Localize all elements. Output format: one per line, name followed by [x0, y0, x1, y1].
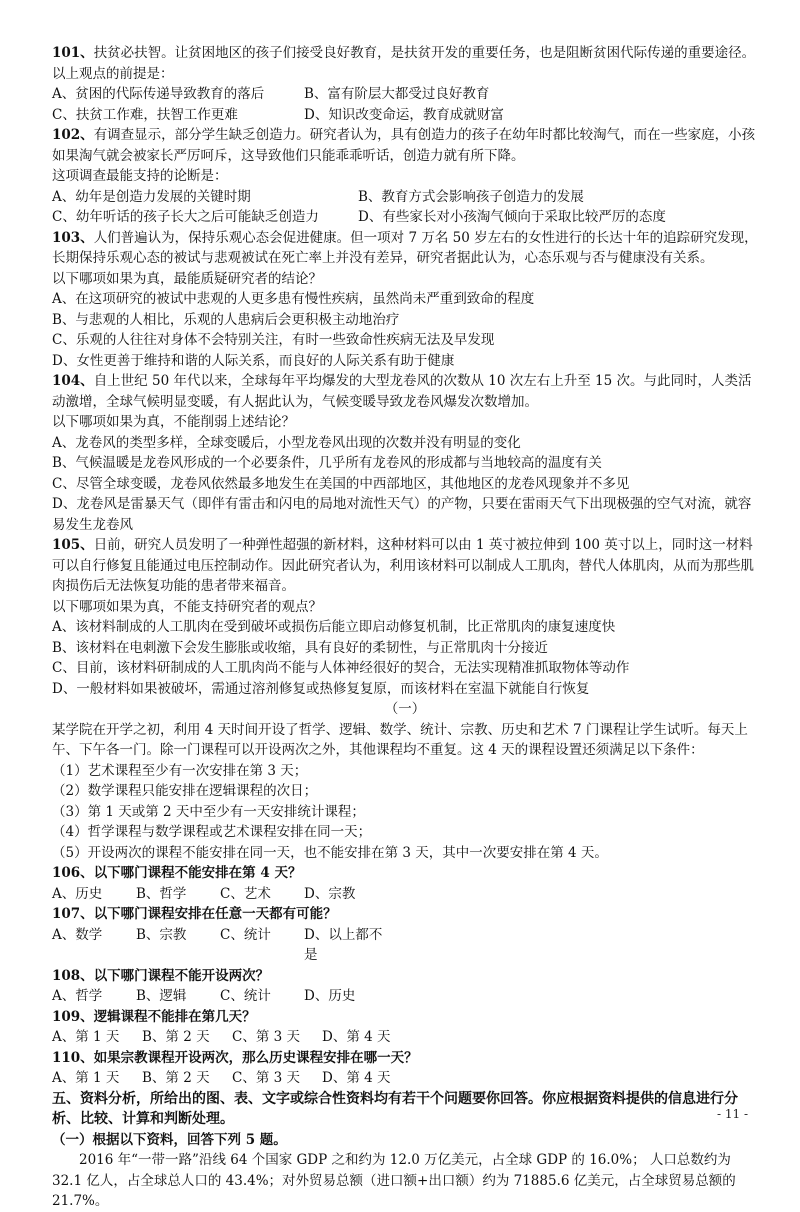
question-number: 109、 [52, 1008, 94, 1025]
option-d: D、第 4 天 [322, 1029, 391, 1045]
question-prompt: 以上观点的前提是： [52, 65, 174, 82]
option-b: B、第 2 天 [142, 1029, 210, 1045]
question-109 [52, 1007, 758, 1028]
option-c: C、尽管全球变暖，龙卷风依然最多地发生在美国的中西部地区，其他地区的龙卷风现象并不多见 [52, 475, 630, 492]
question-number: 105、 [52, 537, 94, 553]
question-number: 101、 [52, 45, 94, 61]
option-b: B、气候温暖是龙卷风形成的一个必要条件，几乎所有龙卷风的形成都与当地较高的温度有关 [52, 455, 602, 471]
question-stem: 自上世纪 50 年代以来，全球每年平均爆发的大型龙卷风的次数从 10 次左右上升至 15 次。与此同时，人类活动激增，全球气候明显变暖，有人据此认为，气候变暖导致龙卷风爆发次数增加。 [52, 373, 752, 410]
page-number: - 11 - [716, 1107, 748, 1121]
question-104 [52, 371, 758, 412]
question-prompt: 以下哪项如果为真，最能质疑研究者的结论？ [52, 270, 322, 287]
option-b: B、逻辑 [136, 988, 187, 1004]
question-number: 104、 [52, 373, 94, 389]
option-d: D、以上都不是 [304, 926, 383, 963]
option-b: B、富有阶层大都受过良好教育 [304, 86, 490, 102]
question-stem: 如果宗教课程开设两次，那么历史课程安排在哪一天？ [93, 1049, 418, 1066]
option-b: B、与悲观的人相比，乐观的人患病后会更积极主动地治疗 [52, 311, 400, 328]
question-101 [52, 43, 758, 64]
option-a: A、历史 [52, 885, 103, 902]
question-prompt: 以下哪项如果为真，不能削弱上述结论？ [52, 414, 295, 430]
question-number: 110、 [52, 1049, 94, 1066]
condition-item: （1）艺术课程至少有一次安排在第 3 天； [52, 762, 308, 779]
option-c: C、幼年听话的孩子长大之后可能缺乏创造力 [52, 209, 319, 225]
option-row [52, 207, 758, 228]
option-a: A、数学 [52, 926, 103, 943]
question-106 [52, 863, 758, 884]
option-b: B、哲学 [136, 885, 187, 902]
option-row [52, 1027, 758, 1048]
option-b: B、该材料在电刺激下会发生膨胀或收缩，具有良好的柔韧性，与正常肌肉十分接近 [52, 639, 548, 656]
question-102 [52, 125, 758, 166]
option-d: D、一般材料如果被破坏，需通过溶剂修复或热修复复原，而该材料在室温下就能自行恢复 [52, 680, 590, 697]
group-intro: 某学院在开学之初，利用 4 天时间开设了哲学、逻辑、数学、统计、宗教、历史和艺术 7 门课程让学生试听。每天上午、下午各一门。除一门课程可以开设两次之外，其他课程均不重复。这 4 天的课程设置还须满足以下条件： [52, 721, 748, 758]
condition-item: （4）哲学课程与数学课程或艺术课程安排在同一天； [52, 824, 372, 840]
option-b: B、宗教 [136, 926, 187, 943]
condition-item: （2）数学课程只能安排在逻辑课程的次日； [52, 783, 318, 799]
option-c: C、乐观的人往往对身体不会特别关注，有时一些致命性疾病无法及早发现 [52, 332, 495, 348]
question-prompt: 这项调查最能支持的论断是： [52, 168, 228, 184]
option-c: C、第 3 天 [232, 1029, 301, 1045]
question-number: 103、 [52, 229, 94, 246]
option-c: C、统计 [220, 988, 271, 1004]
option-row [52, 884, 758, 905]
option-a: A、第 1 天 [52, 1070, 120, 1086]
question-stem: 以下哪门课程安排在任意一天都有可能？ [93, 906, 337, 922]
subsection-heading: （一）根据以下资料，回答下列 5 题。 [52, 1131, 287, 1148]
condition-item: （3）第 1 天或第 2 天中至少有一天安排统计课程； [52, 803, 365, 820]
option-d: D、龙卷风是雷暴天气（即伴有雷击和闪电的局地对流性天气）的产物，只要在雷雨天气下出现极强的空气对流，就容易发生龙卷风 [52, 496, 752, 533]
option-d: D、第 4 天 [322, 1070, 391, 1086]
group-heading: （一） [384, 701, 426, 717]
option-row [52, 986, 758, 1007]
option-row [52, 187, 758, 208]
option-d: D、女性更善于维持和谐的人际关系，而良好的人际关系有助于健康 [52, 352, 455, 369]
question-number: 106、 [52, 865, 94, 881]
option-c: C、目前，该材料研制成的人工肌肉尚不能与人体神经很好的契合，无法实现精准抓取物体等动作 [52, 660, 630, 676]
option-d: D、知识改变命运，教育成就财富 [304, 106, 504, 123]
question-stem: 以下哪门课程不能开设两次？ [93, 967, 270, 984]
option-row [52, 105, 758, 126]
data-paragraph: 2016 年“一带一路”沿线 64 个国家 GDP 之和约为 12.0 万亿美元，占全球 GDP 的 16.0%； 人口总数约为 32.1 亿人，占全球总人口的 43.4%；对外贸易总额（进口额+出口额）约为 71885.6 亿美元，占全球贸易总额的 21.7%。 [52, 1152, 736, 1209]
question-stem: 日前，研究人员发明了一种弹性超强的新材料，这种材料可以由 1 英寸被拉伸到 100 英寸以上，同时这一材料可以自行修复且能通过电压控制动作。因此研究者认为，利用该材料可以制成人工肌肉，替代人体肌肉，从而为那些肌肉损伤后无法恢复功能的患者带来福音。 [52, 537, 754, 594]
page-content [52, 43, 758, 1212]
option-d: D、有些家长对小孩淘气倾向于采取比较严厉的态度 [358, 209, 666, 225]
question-number: 108、 [52, 967, 94, 984]
option-d: D、历史 [304, 988, 356, 1004]
option-a: A、哲学 [52, 988, 103, 1004]
option-b: B、教育方式会影响孩子创造力的发展 [358, 188, 584, 205]
question-stem: 人们普遍认为，保持乐观心态会促进健康。但一项对 7 万名 50 岁左右的女性进行的长达十年的追踪研究发现，长期保持乐观心态的被试与悲观被试在死亡率上并没有差异，研究者据此认为，心态乐观与否与健康没有关系。 [52, 229, 758, 266]
option-c: C、艺术 [220, 885, 271, 902]
option-c: C、扶贫工作难，扶智工作更难 [52, 106, 238, 123]
option-row [52, 925, 758, 966]
option-a: A、龙卷风的类型多样，全球变暖后，小型龙卷风出现的次数并没有明显的变化 [52, 434, 521, 451]
option-a: A、在这项研究的被试中悲观的人更多患有慢性疾病，虽然尚未严重到致命的程度 [52, 291, 535, 307]
option-row [52, 84, 758, 105]
question-103 [52, 228, 758, 269]
option-b: B、第 2 天 [142, 1070, 210, 1086]
option-a: A、幼年是创造力发展的关键时期 [52, 188, 251, 205]
question-108 [52, 966, 758, 987]
condition-item: （5）开设两次的课程不能安排在同一天，也不能安排在第 3 天，其中一次要安排在第 4 天。 [52, 844, 608, 861]
question-105 [52, 535, 758, 597]
question-stem: 有调查显示，部分学生缺乏创造力。研究者认为，具有创造力的孩子在幼年时都比较淘气，而在一些家庭，小孩如果淘气就会被家长严厉呵斥，这导致他们只能乖乖听话，创造力就有所下降。 [52, 127, 756, 164]
question-number: 107、 [52, 906, 94, 922]
question-107 [52, 904, 758, 925]
option-d: D、宗教 [304, 885, 356, 902]
question-prompt: 以下哪项如果为真，不能支持研究者的观点？ [52, 598, 322, 615]
question-number: 102、 [52, 127, 94, 143]
option-c: C、第 3 天 [232, 1070, 301, 1086]
question-stem: 扶贫必扶智。让贫困地区的孩子们接受良好教育，是扶贫开发的重要任务，也是阻断贫困代际传递的重要途径。 [93, 45, 756, 61]
question-stem: 逻辑课程不能排在第几天？ [93, 1008, 256, 1025]
option-row [52, 1068, 758, 1089]
question-110 [52, 1048, 758, 1069]
option-c: C、统计 [220, 926, 271, 943]
option-a: A、该材料制成的人工肌肉在受到破坏或损伤后能立即启动修复机制，比正常肌肉的康复速度快 [52, 619, 616, 635]
question-stem: 以下哪门课程不能安排在第 4 天？ [93, 865, 302, 881]
option-a: A、第 1 天 [52, 1029, 120, 1045]
option-a: A、贫困的代际传递导致教育的落后 [52, 86, 265, 102]
section-heading: 五、资料分析，所给出的图、表、文字或综合性资料均有若干个问题要你回答。你应根据资料提供的信息进行分析、比较、计算和判断处理。 [52, 1090, 738, 1127]
